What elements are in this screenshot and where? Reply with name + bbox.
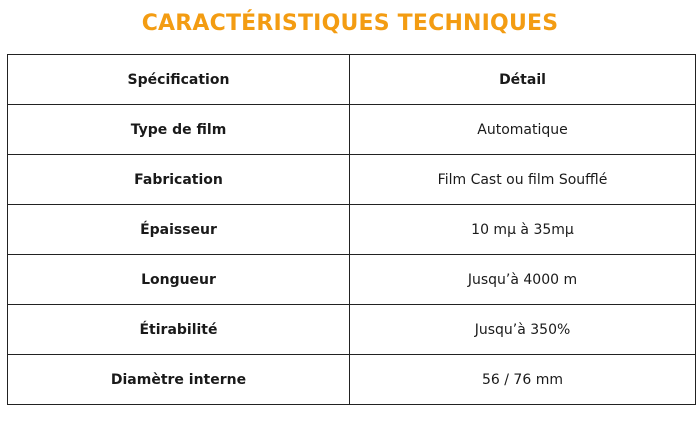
table-row: [8, 305, 696, 355]
table-header-row: [8, 55, 696, 105]
row-label: Fabrication: [8, 155, 350, 205]
row-value: Automatique: [350, 105, 696, 155]
page-title: CARACTÉRISTIQUES TECHNIQUES: [141, 11, 559, 36]
row-value: Jusqu’à 350%: [350, 305, 696, 355]
table-row: [8, 105, 696, 155]
column-header-detail: Détail: [350, 55, 696, 105]
table-row: [8, 355, 696, 405]
column-header-specification: Spécification: [8, 55, 350, 105]
row-value: Jusqu’à 4000 m: [350, 255, 696, 305]
row-label: Longueur: [8, 255, 350, 305]
table-row: [8, 255, 696, 305]
row-label: Diamètre interne: [8, 355, 350, 405]
row-label: Épaisseur: [8, 205, 350, 255]
row-label: Étirabilité: [8, 305, 350, 355]
specifications-table: [7, 54, 696, 405]
row-label: Type de film: [8, 105, 350, 155]
table-row: [8, 205, 696, 255]
row-value: 10 mµ à 35mµ: [350, 205, 696, 255]
row-value: Film Cast ou film Soufflé: [350, 155, 696, 205]
row-value: 56 / 76 mm: [350, 355, 696, 405]
table-row: [8, 155, 696, 205]
